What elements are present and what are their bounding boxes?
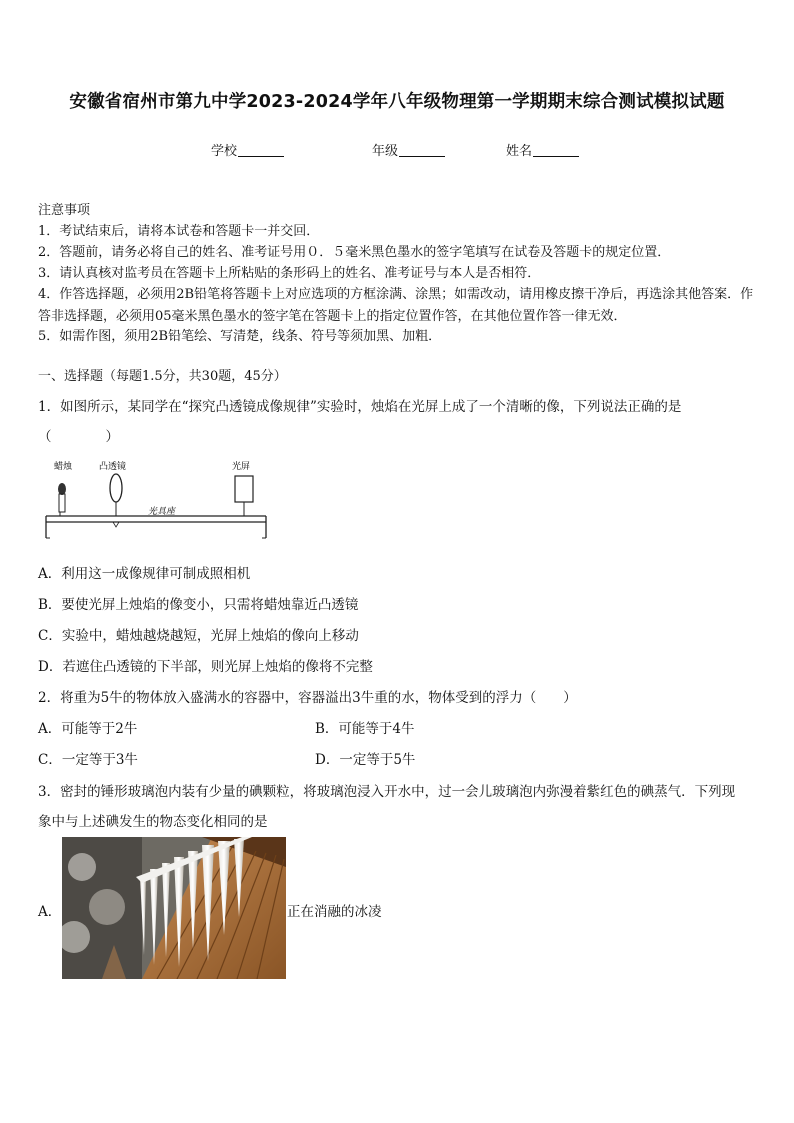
notice-item-1: 1．考试结束后，请将本试卷和答题卡一并交回． — [38, 224, 320, 239]
name-label: 姓名 — [506, 144, 533, 159]
q2-stem: 2．将重为5牛的物体放入盛满水的容器中，容器溢出3牛重的水，物体受到的浮力（ ） — [38, 690, 577, 706]
notice-heading: 注意事项 — [38, 203, 91, 218]
q3-stem-line2: 象中与上述碘发生的物态变化相同的是 — [38, 814, 268, 830]
candle-label: 蜡烛 — [54, 462, 73, 472]
q2-option-b: B．可能等于4牛 — [315, 721, 415, 737]
q1-paren: （ ） — [38, 429, 119, 445]
grade-blank — [399, 144, 445, 157]
notice-item-4: 4．作答选择题，必须用2B铅笔将答题卡上对应选项的方框涂满、涂黑；如需改动，请用橡皮擦干净后，再选涂其他答案．作答非选择题，必须用05毫米黑色墨水的签字笔在答题卡上的指定位置作答，在其他位置作答一律无效． — [38, 287, 754, 324]
name-blank — [533, 144, 579, 157]
q2-option-a: A．可能等于2牛 — [38, 721, 138, 737]
lens-label: 凸透镜 — [99, 462, 127, 472]
notice-item-3: 3．请认真核对监考员在答题卡上所粘贴的条形码上的姓名、准考证号与本人是否相符． — [38, 266, 541, 281]
optical-bench-figure — [40, 456, 275, 546]
screen-icon — [235, 476, 253, 516]
section-heading: 一、选择题（每题1.5分，共30题，45分） — [38, 369, 287, 384]
q1-option-a: A．利用这一成像规律可制成照相机 — [38, 566, 251, 582]
q3-option-a-caption: 正在消融的冰凌 — [287, 904, 382, 920]
q2-option-d: D．一定等于5牛 — [315, 752, 416, 768]
school-field — [211, 140, 284, 159]
grade-label: 年级 — [372, 144, 399, 159]
page-title: 安徽省宿州市第九中学2023-2024学年八年级物理第一学期期末综合测试模拟试题 — [69, 92, 725, 112]
convex-lens-icon — [110, 474, 122, 516]
q1-option-d: D．若遮住凸透镜的下半部，则光屏上烛焰的像将不完整 — [38, 659, 373, 675]
school-label: 学校 — [211, 144, 238, 159]
school-blank — [238, 144, 284, 157]
grade-field — [372, 140, 445, 159]
q2-option-c: C．一定等于3牛 — [38, 752, 138, 768]
candle-icon — [58, 483, 66, 512]
q1-stem: 1．如图所示，某同学在“探究凸透镜成像规律”实验时，烛焰在光屏上成了一个清晰的像，下列说法正确的是 — [38, 399, 682, 415]
notice-item-5: 5．如需作图，须用2B铅笔绘、写清楚，线条、符号等须加黑、加粗． — [38, 329, 442, 344]
q1-option-b: B．要使光屏上烛焰的像变小，只需将蜡烛靠近凸透镜 — [38, 597, 359, 613]
icicles-photo — [62, 837, 286, 979]
q3-stem-line1: 3．密封的锤形玻璃泡内装有少量的碘颗粒，将玻璃泡浸入开水中，过一会儿玻璃泡内弥漫着紫红色的碘蒸气．下列现 — [38, 784, 736, 800]
notice-item-2: 2．答题前，请务必将自己的姓名、准考证号用０．５毫米黑色墨水的签字笔填写在试卷及答题卡的规定位置． — [38, 245, 671, 260]
bench-label: 光具座 — [148, 507, 176, 517]
screen-label: 光屏 — [232, 462, 251, 472]
name-field — [506, 140, 579, 159]
q1-option-c: C．实验中，蜡烛越烧越短，光屏上烛焰的像向上移动 — [38, 628, 359, 644]
q3-option-a-letter: A． — [38, 904, 62, 920]
